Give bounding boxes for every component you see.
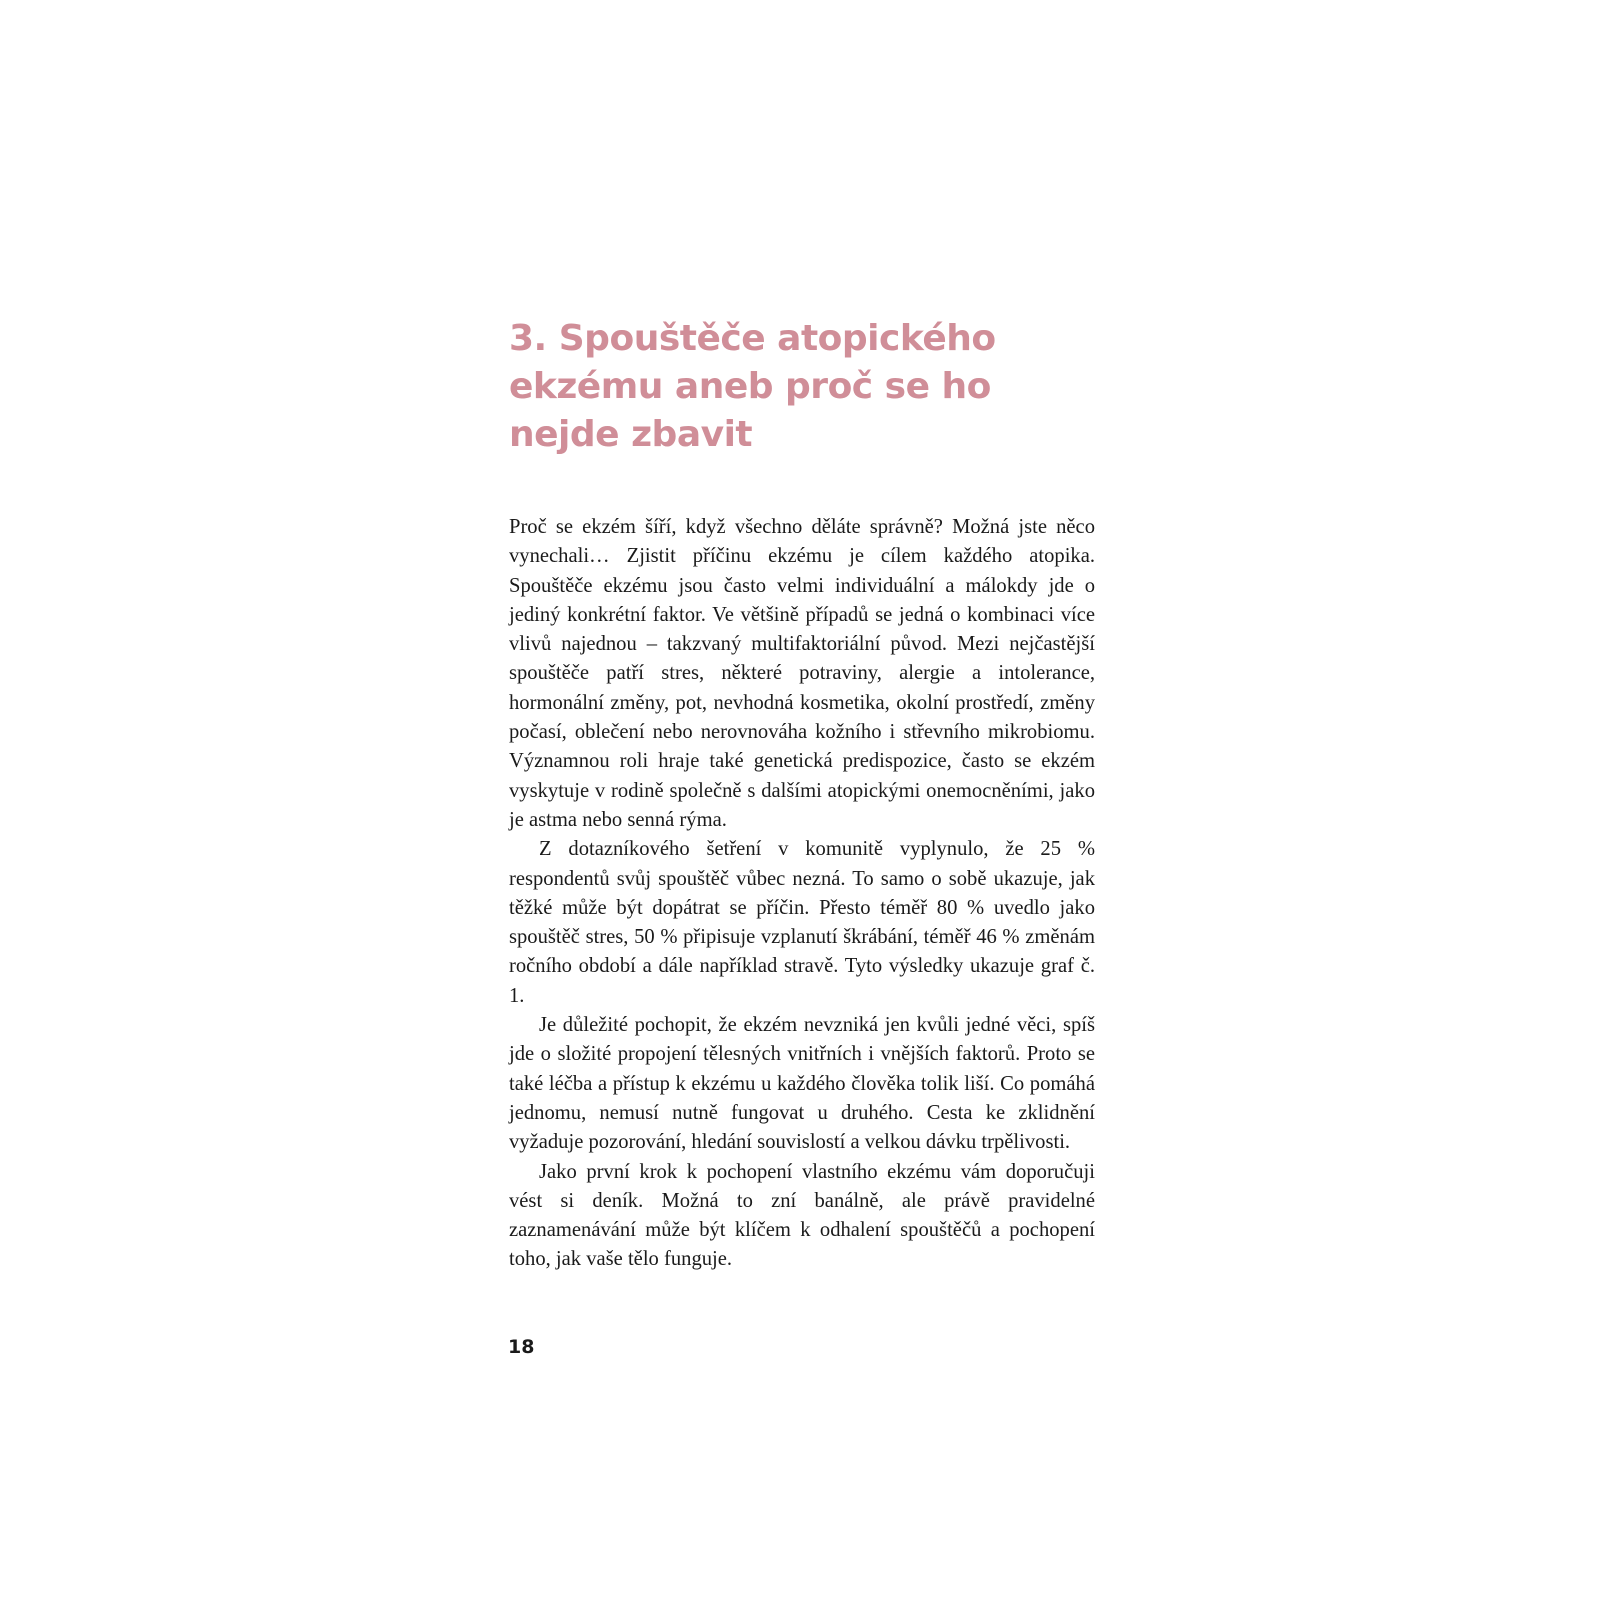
paragraph-diary: Jako první krok k pochopení vlastního ekzému vám doporučuji vést si deník. Možná to zní banálně, ale právě pravidelné zaznamenávání může být klíčem k odhalení spouštěčů a pochopení toho, jak vaše tělo funguje. <box>509 1160 1095 1271</box>
paragraph-complexity: Je důležité pochopit, že ekzém nevzniká jen kvůli jedné věci, spíš jde o složité propojení tělesných vnitřních i vnějších faktorů. Proto se také léčba a přístup k ekzému u každého člověka tolik liší. Co pomáhá jednomu, nemusí nutně fungovat u druhého. Cesta ke zklidnění vyžaduje pozorování, hledání souvislostí a velkou dávku trpělivosti. <box>509 1014 1095 1154</box>
paragraph-intro: Proč se ekzém šíří, když všechno děláte správně? Možná jste něco vynechali… Zjistit příčinu ekzému je cílem každého atopika. Spouštěče ekzému jsou často velmi individuální a málokdy jde o jediný konkrétní faktor. Ve většině případů se jedná o kombinaci více vlivů najednou – takzvaný multifaktoriální původ. Mezi nejčastější spouštěče patří stres, některé potraviny, alergie a intolerance, hormonální změny, pot, nevhodná kosmetika, okolní prostředí, změny počasí, oblečení nebo nerovnováha kožního i střevního mikrobiomu. Významnou roli hraje také genetická predispozice, často se ekzém vyskytuje v rodině společně s dalšími atopickými onemocněními, jako je astma nebo senná rýma. <box>509 516 1095 831</box>
paragraph-survey: Z dotazníkového šetření v komunitě vyplynulo, že 25 % respondentů svůj spouštěč vůbec nezná. To samo o sobě ukazuje, jak těžké může být dopátrat se příčin. Přesto téměř 80 % uvedlo jako spouštěč stres, 50 % připisuje vzplanutí škrábání, téměř 46 % změnám ročního období a dále například stravě. Tyto výsledky ukazuje graf č. 1. <box>509 838 1095 1007</box>
page-number: 18 <box>508 1336 535 1358</box>
body-text <box>509 513 1095 1275</box>
chapter-title: 3. Spouštěče atopického ekzému aneb proč se ho nejde zbavit <box>509 318 996 455</box>
